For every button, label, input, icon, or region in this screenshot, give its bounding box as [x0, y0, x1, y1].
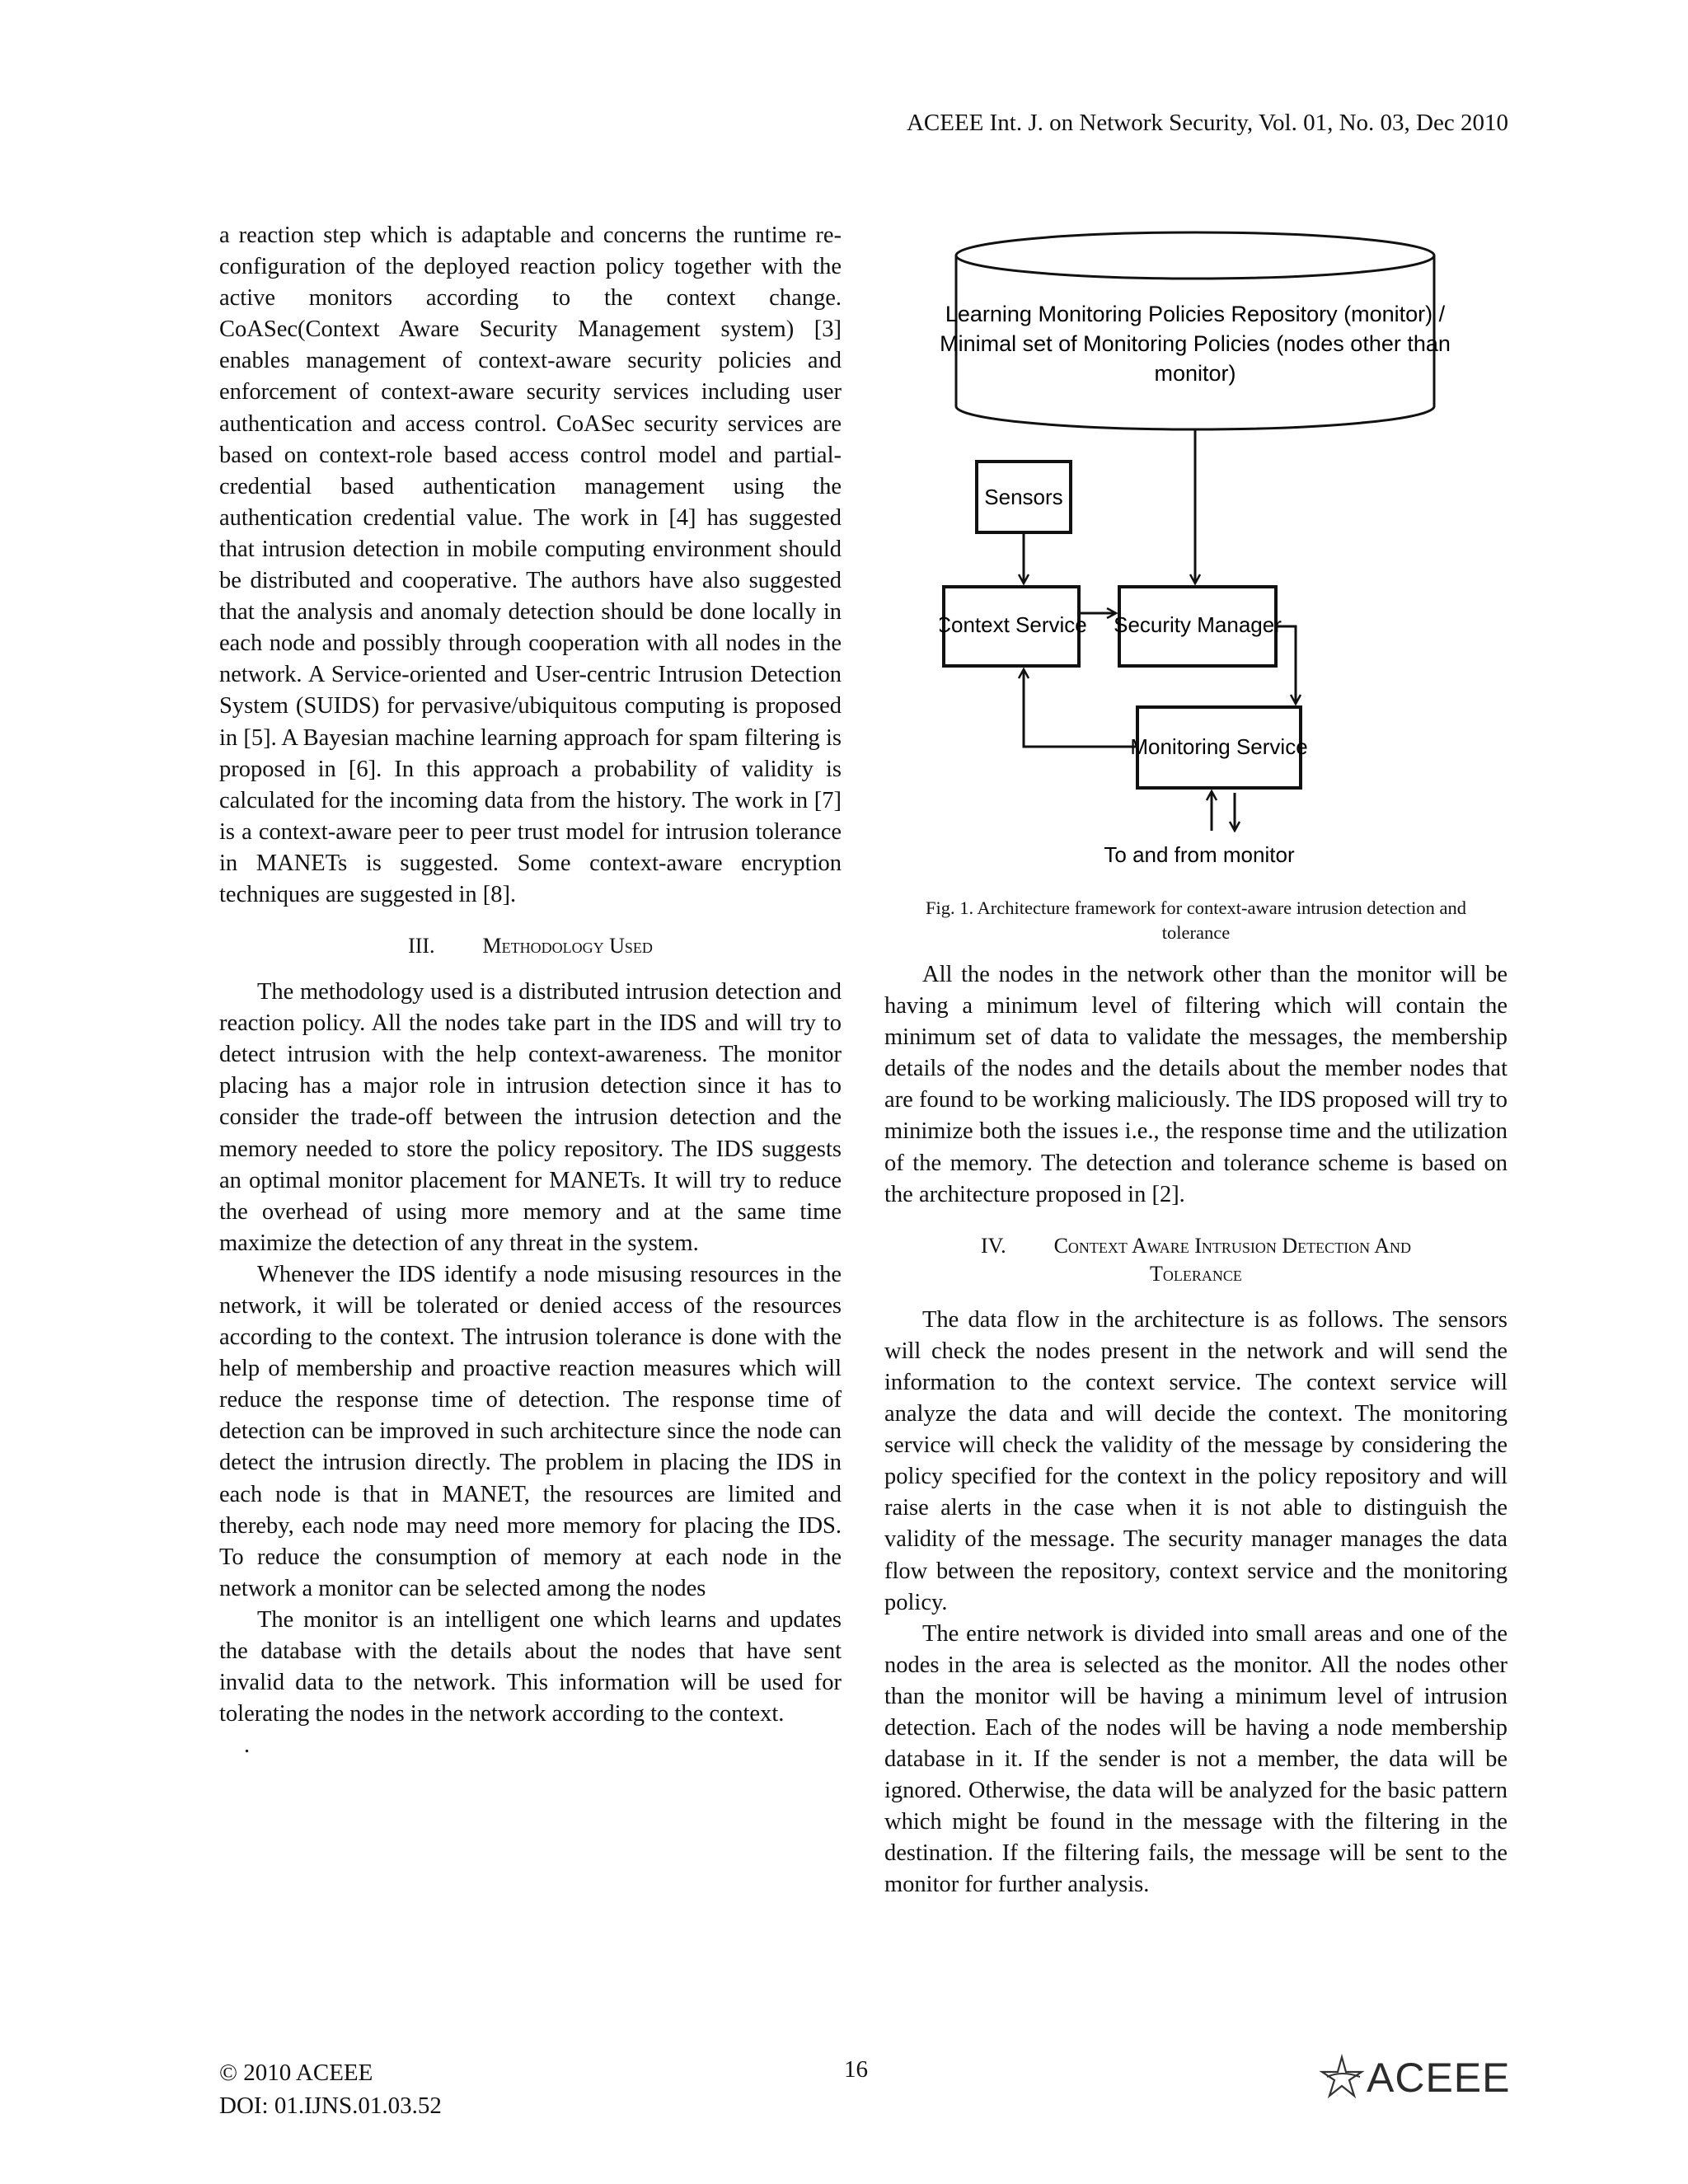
right-paragraph-3: The entire network is divided into small areas and one of the nodes in the area is selected as the monitor. All the nodes other than the monitor will be having a minimum level of intrusion detection. Each of the nodes will be having a node membership database in it. If the sender is not a member, the data will be ignored. Otherwise, the data will be analyzed for the basic pattern which might be found in the message with the filtering in the destination. If the filtering fails, the message will be sent to the monitor for further analysis. — [884, 1620, 1507, 1898]
sensors-label: Sensors — [984, 485, 1063, 509]
section-4-number: IV. — [980, 1233, 1006, 1258]
to-from-monitor-label: To and from monitor — [1104, 842, 1295, 867]
star-logo-icon — [1319, 2052, 1368, 2102]
manager-to-monitoring-arrow — [1276, 626, 1296, 704]
left-column — [219, 220, 842, 1761]
caption-line-1: Fig. 1. Architecture framework for context-aware intrusion detection and — [925, 898, 1466, 918]
caption-line-2: tolerance — [1161, 922, 1231, 943]
monitoring-service-label: Monitoring Service — [1130, 734, 1308, 759]
figure-caption — [884, 896, 1507, 945]
right-paragraph-2: The data flow in the architecture is as follows. The sensors will check the nodes present in the network and will send the information to the context service. The context service will analyze the data and will decide the context. The monitoring service will check the validity of the message by considering the policy specified for the context in the policy repository and will raise alerts in the case when it is not able to distinguish the validity of the message. The security manager manages the data flow between the repository, context service and the monitoring policy. — [884, 1306, 1507, 1615]
right-column — [884, 959, 1507, 1901]
section-4-title-line-2: Tolerance — [1150, 1261, 1242, 1286]
footer-doi: DOI: 01.IJNS.01.03.52 — [219, 2093, 442, 2119]
running-header: ACEEE Int. J. on Network Security, Vol. 01, No. 03, Dec 2010 — [906, 110, 1508, 136]
security-manager-label: Security Manager — [1114, 612, 1282, 637]
context-service-label: Context Service — [940, 612, 1087, 637]
section-4-heading — [884, 1232, 1507, 1288]
repository-label-line-1: Learning Monitoring Policies Repository (monitor) / — [945, 302, 1446, 326]
section-3-number: III. — [408, 934, 435, 958]
section-3-title: Methodology Used — [482, 934, 653, 958]
architecture-figure — [940, 231, 1467, 874]
architecture-diagram — [940, 231, 1467, 874]
right-paragraph-1: All the nodes in the network other than the monitor will be having a minimum level of filtering which will contain the minimum set of data to validate the messages, the membership details of the nodes and the details about the member nodes that are found to be working maliciously. The IDS proposed will try to minimize both the issues i.e., the response time and the utilization of the memory. The detection and tolerance scheme is based on the architecture proposed in [2]. — [884, 962, 1507, 1207]
left-paragraph-3: Whenever the IDS identify a node misusing resources in the network, it will be tolerated or denied access of the resources according to the context. The intrusion tolerance is done with the help of membership and proactive reaction measures which will reduce the response time of detection. The response time of detection can be improved in such architecture since the node can detect the intrusion directly. The problem in placing the IDS in each node is that in MANET, the resources are limited and thereby, each node may need more memory for placing the IDS. To reduce the consumption of memory at each node in the network a monitor can be selected among the nodes — [219, 1261, 842, 1601]
logo-text: ACEEE — [1367, 2055, 1511, 2101]
page-number: 16 — [844, 2056, 868, 2083]
footer-copyright: © 2010 ACEEE — [219, 2060, 373, 2086]
stray-dot: . — [244, 1732, 251, 1759]
repository-label-line-3: monitor) — [1154, 361, 1236, 386]
left-paragraph-2: The methodology used is a distributed intrusion detection and reaction policy. All the nodes take part in the IDS and will try to detect intrusion with the help context-awareness. The monitor placing has a major role in intrusion detection since it has to consider the trade-off between the intrusion detection and the memory needed to store the policy repository. The IDS suggests an optimal monitor placement for MANETs. It will try to reduce the overhead of using more memory and at the same time maximize the detection of any threat in the system. — [219, 979, 842, 1256]
aceee-logo — [1319, 2052, 1510, 2102]
section-3-heading — [219, 932, 842, 960]
left-paragraph-4: The monitor is an intelligent one which learns and updates the database with the details about the nodes that have sent invalid data to the network. This information will be used for tolerating the nodes in the network according to the context. — [219, 1606, 842, 1727]
footer-left — [219, 2056, 442, 2122]
section-4-title-line-1: Context Aware Intrusion Detection And — [1053, 1233, 1411, 1258]
monitoring-to-context-arrow — [1024, 669, 1137, 747]
left-paragraph-1: a reaction step which is adaptable and concerns the runtime re-configuration of the deployed reaction policy together with the active monitors according to the context change. CoASec(Context Aware Security Management system) [3] enables management of context-aware security policies and enforcement of context-aware security services including user authentication and access control. CoASec security services are based on context-role based access control model and partial-credential based authentication management using the authentication credential value. The work in [4] has suggested that intrusion detection in mobile computing environment should be distributed and cooperative. The authors have also suggested that the analysis and anomaly detection should be done locally in each node and possibly through cooperation with all nodes in the network. A Service-oriented and User-centric Intrusion Detection System (SUIDS) for pervasive/ubiquitous computing is proposed in [5]. A Bayesian machine learning approach for spam filtering is proposed in [6]. In this approach a probability of validity is calculated for the incoming data from the history. The work in [7] is a context-aware peer to peer trust model for intrusion tolerance in MANETs is suggested. Some context-aware encryption techniques are suggested in [8]. — [219, 223, 842, 907]
repository-label-line-2: Minimal set of Monitoring Policies (nodes other than — [940, 331, 1451, 356]
